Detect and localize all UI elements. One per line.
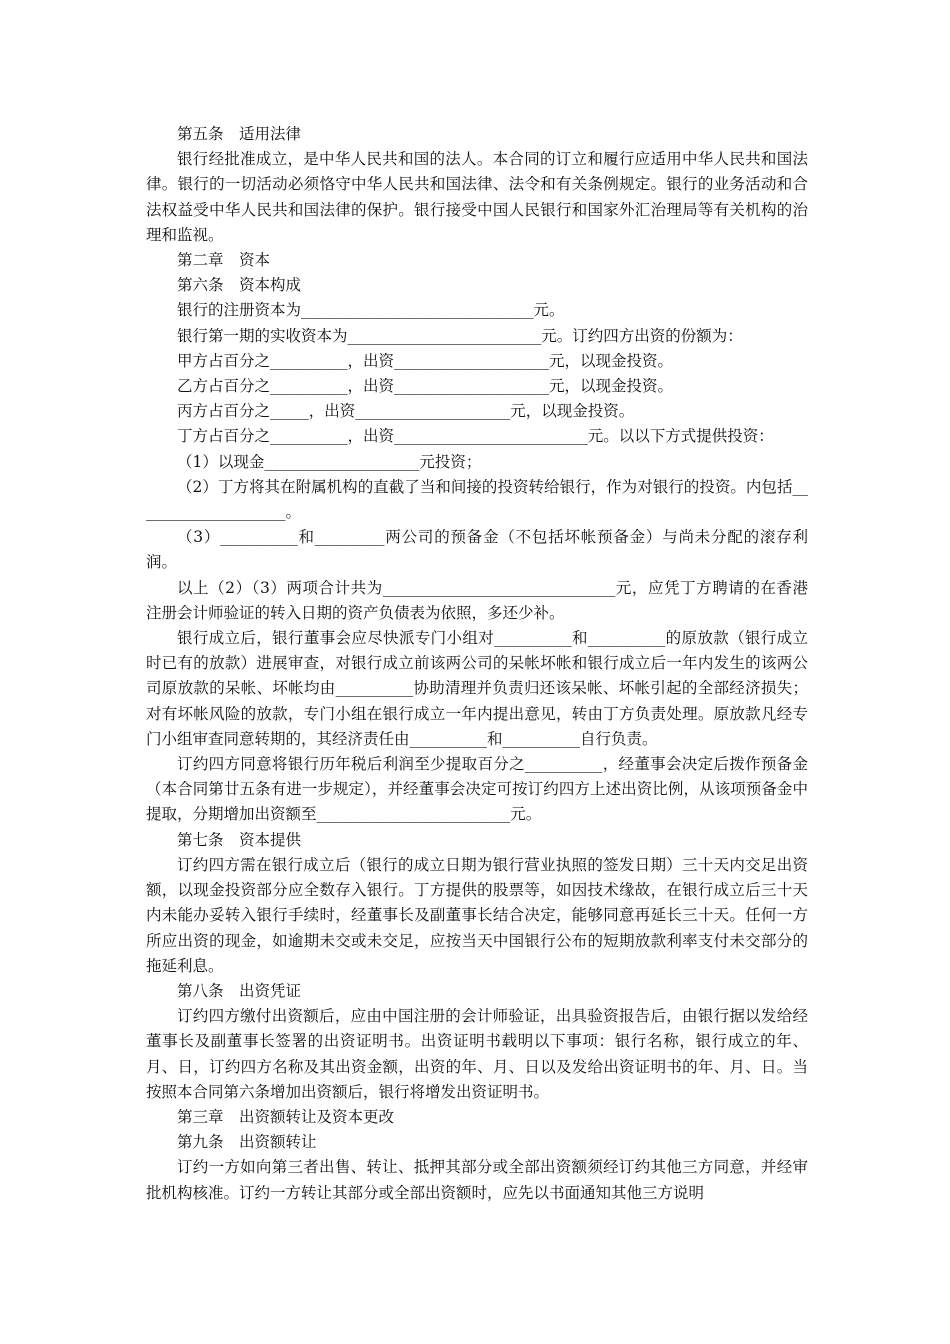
- body-paragraph: （2）丁方将其在附属机构的直截了当和间接的投资转给银行，作为对银行的投资。内包括____________________。: [146, 477, 808, 522]
- body-paragraph: 订约四方同意将银行历年税后利润至少提取百分之__________，经董事会决定后拨作预备金（本合同第廿五条有进一步规定），并经董事会决定可按订约四方上述出资比例，从该项预备金中提取，分期增加出资额至_________________________元。: [146, 755, 808, 824]
- document-page: [146, 122, 808, 1206]
- body-paragraph: 银行的注册资本为______________________________元。: [177, 301, 565, 320]
- body-paragraph: 订约四方缴付出资额后，应由中国注册的会计师验证，出具验资报告后，由银行据以发给经董事长及副董事长签署的出资证明书。出资证明书载明以下事项：银行名称，银行成立的年、月、日，订约四方名称及其出资金额，出资的年、月、日以及发给出资证明书的年、月、日。当按照本合同第六条增加出资额后，银行将增发出资证明书。: [146, 1007, 808, 1101]
- body-paragraph: 丙方占百分之_____，出资____________________元，以现金投资。: [177, 402, 635, 421]
- body-paragraph: 订约四方需在银行成立后（银行的成立日期为银行营业执照的签发日期）三十天内交足出资额，以现金投资部分应全数存入银行。丁方提供的股票等，如因技术缘故，在银行成立后三十天内未能办妥转入银行手续时，经董事长及副董事长结合决定，能够同意再延长三十天。任何一方所应出资的现金，如逾期未交或未交足，应按当天中国银行公布的短期放款利率支付未交部分的拖延利息。: [146, 855, 808, 975]
- chapter-heading: 第二章 资本: [177, 251, 271, 270]
- body-paragraph: 银行经批准成立，是中华人民共和国的法人。本合同的订立和履行应适用中华人民共和国法律。银行的一切活动必须恪守中华人民共和国法律、法令和有关条例规定。银行的业务活动和合法权益受中华人民共和国法律的保护。银行接受中国人民银行和国家外汇治理局等有关机构的治理和监视。: [146, 150, 808, 244]
- chapter-heading: 第三章 出资额转让及资本更改: [177, 1107, 395, 1126]
- article-heading: 第八条 出资凭证: [177, 981, 302, 1000]
- body-paragraph: 银行成立后，银行董事会应尽快派专门小组对__________和__________的原放款（银行成立时已有的放款）进展审查，对银行成立前该两公司的呆帐坏帐和银行成立后一年内发生的该两公司原放款的呆帐、坏帐均由__________协助清理并负责归还该呆帐、坏帐引起的全部经济损失；对有坏帐风险的放款，专门小组在银行成立一年内提出意见，转由丁方负责处理。原放款凡经专门小组审查同意转期的，其经济责任由__________和__________自行负责。: [146, 629, 808, 748]
- body-paragraph: 以上（2）（3）两项合计共为______________________________元，应凭丁方聘请的在香港注册会计师验证的转入日期的资产负债表为依照，多还少补。: [146, 578, 808, 622]
- body-paragraph: 乙方占百分之__________，出资____________________元，以现金投资。: [177, 377, 674, 396]
- article-heading: 第七条 资本提供: [177, 830, 302, 849]
- article-heading: 第九条 出资额转让: [177, 1133, 317, 1152]
- article-heading: 第五条 适用法律: [177, 125, 302, 143]
- body-paragraph: 银行第一期的实收资本为_________________________元。订约四方出资的份额为：: [177, 326, 743, 345]
- body-paragraph: 订约一方如向第三者出售、转让、抵押其部分或全部出资额须经订约其他三方同意，并经审批机构核准。订约一方转让其部分或全部出资额时，应先以书面通知其他三方说明: [146, 1158, 808, 1202]
- body-paragraph: 甲方占百分之__________，出资____________________元，以现金投资。: [177, 351, 674, 370]
- article-heading: 第六条 资本构成: [177, 276, 302, 295]
- body-paragraph: （1）以现金____________________元投资；: [177, 452, 482, 471]
- body-paragraph: 丁方占百分之__________，出资_________________________元。以以下方式提供投资：: [177, 427, 774, 446]
- body-paragraph: （3）__________和_________两公司的预备金（不包括坏帐预备金）与尚未分配的滚存利润。: [146, 528, 808, 572]
